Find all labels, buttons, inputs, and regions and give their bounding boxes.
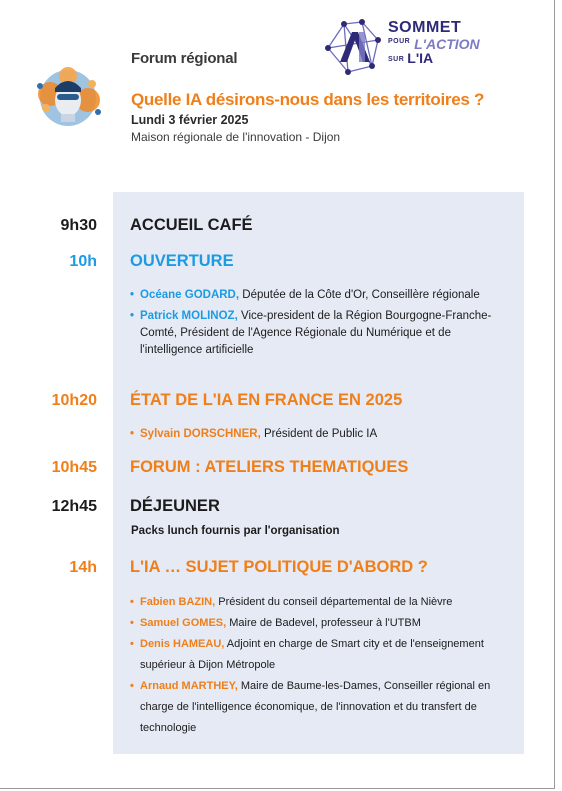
list-item: • Patrick MOLINOZ, Vice-president de la Région Bourgogne-Franche-Comté, Président de l'Agence Régionale du Numérique et de l'intelligence artificielle bbox=[130, 310, 492, 356]
time-14h: 14h bbox=[69, 559, 97, 576]
section-ouverture: OUVERTURE bbox=[130, 252, 234, 270]
logo-line-3-main: L'IA bbox=[407, 50, 434, 66]
time-10h45: 10h45 bbox=[51, 459, 97, 476]
ai-head-illustration bbox=[28, 64, 108, 126]
section-ia-politique: L'IA … SUJET POLITIQUE D'ABORD ? bbox=[130, 558, 428, 576]
section-accueil: ACCUEIL CAFÉ bbox=[130, 216, 253, 234]
speaker-list-etat-ia bbox=[130, 426, 510, 443]
list-item: • Arnaud MARTHEY, Maire de Baume-les-Dames, Conseiller régional en charge de l'intelligence économique, de l'innovation et du transfert de technologie bbox=[130, 680, 491, 734]
lunch-note: Packs lunch fournis par l'organisation bbox=[131, 525, 340, 537]
time-9h30: 9h30 bbox=[60, 217, 97, 234]
time-10h: 10h bbox=[69, 253, 97, 270]
event-place: Maison régionale de l'innovation - Dijon bbox=[131, 130, 341, 144]
logo-line-3 bbox=[388, 50, 433, 66]
logo-line-2-main: L'ACTION bbox=[414, 36, 480, 52]
event-title: Quelle IA désirons-nous dans les territoires ? bbox=[131, 90, 485, 109]
time-10h20: 10h20 bbox=[51, 392, 97, 409]
logo-line-1: SOMMET bbox=[388, 19, 462, 36]
event-date: Lundi 3 février 2025 bbox=[131, 113, 249, 127]
section-etat-ia: ÉTAT DE L'IA EN FRANCE EN 2025 bbox=[130, 391, 403, 409]
list-item: • Samuel GOMES, Maire de Badevel, professeur à l'UTBM bbox=[130, 617, 421, 629]
forum-label: Forum régional bbox=[131, 50, 238, 67]
time-12h45: 12h45 bbox=[51, 498, 97, 515]
speaker-list-ia-politique bbox=[130, 592, 510, 739]
list-item: • Fabien BAZIN, Président du conseil départemental de la Nièvre bbox=[130, 596, 453, 608]
list-item: • Denis HAMEAU, Adjoint en charge de Smart city et de l'enseignement supérieur à Dijon Métropole bbox=[130, 638, 484, 671]
section-dejeuner: DÉJEUNER bbox=[130, 497, 220, 515]
speaker-list-ouverture bbox=[130, 287, 510, 359]
logo-line-2-small: POUR bbox=[388, 38, 411, 45]
section-forum: FORUM : ATELIERS THEMATIQUES bbox=[130, 458, 409, 476]
list-item: • Sylvain DORSCHNER, Président de Public IA bbox=[130, 428, 378, 440]
logo-line-3-small: SUR bbox=[388, 55, 405, 63]
list-item: • Océane GODARD, Députée de la Côte d'Or, Conseillère régionale bbox=[130, 289, 480, 301]
